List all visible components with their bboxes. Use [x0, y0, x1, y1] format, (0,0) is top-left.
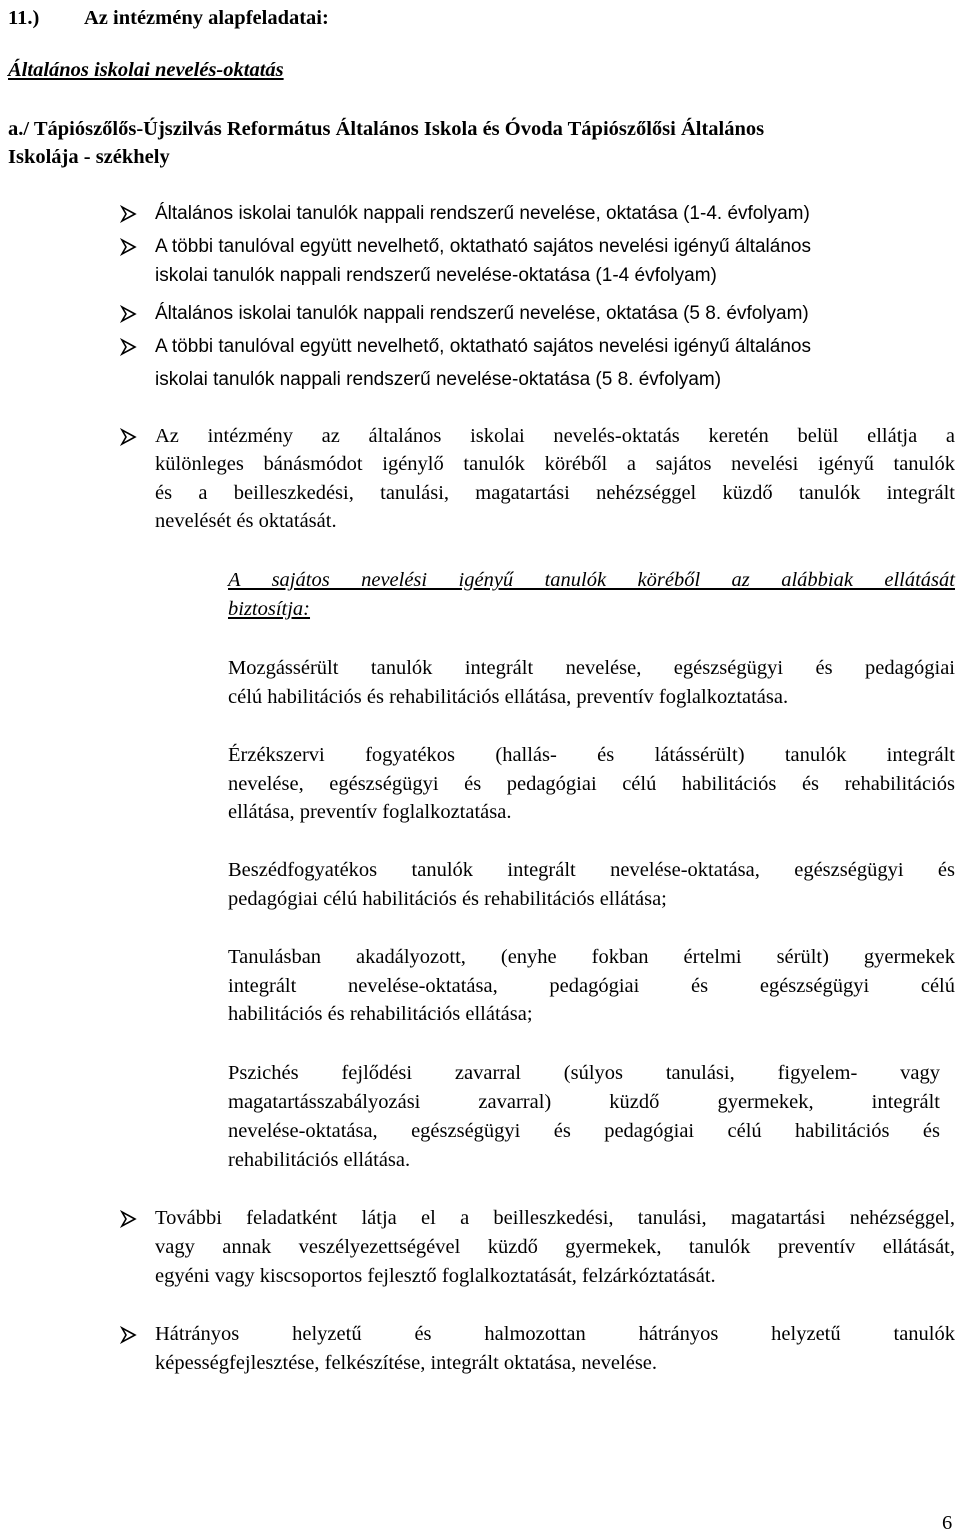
arrowhead-bullet-icon: [120, 1326, 138, 1344]
sni-p1-line-2: célú habilitációs és rehabilitációs ellátása, preventív foglalkoztatása.: [228, 686, 789, 708]
bullet-a2-line-2: iskolai tanulók nappali rendszerű nevelése-oktatása (1-4 évfolyam): [155, 265, 717, 286]
arrowhead-bullet-icon: [120, 1210, 138, 1228]
integral-line-3: és a beilleszkedési, tanulási, magatartási nehézséggel küzdő tanulók integrált: [155, 482, 955, 504]
bullet-a3-line-1: Általános iskolai tanulók nappali rendszerű nevelése, oktatása (5 8. évfolyam): [155, 303, 809, 324]
sni-p2-line-3: ellátása, preventív foglalkoztatása.: [228, 801, 512, 823]
sni-heading-line-1: A sajátos nevelési igényű tanulók köréből az alábbiak ellátását: [228, 569, 955, 591]
subheading: Általános iskolai nevelés-oktatás: [8, 59, 284, 81]
sni-p4-line-2: integrált nevelése-oktatása, pedagógiai és egészségügyi célú: [228, 975, 955, 997]
sni-p4-line-1: Tanulásban akadályozott, (enyhe fokban értelmi sérült) gyermekek: [228, 946, 955, 968]
sni-p2-line-2: nevelése, egészségügyi és pedagógiai célú habilitációs és rehabilitációs: [228, 773, 955, 795]
bullet-a4-line-1: A többi tanulóval együtt nevelhető, oktatható sajátos nevelési igényű általános: [155, 336, 811, 357]
sni-p1-line-1: Mozgássérült tanulók integrált nevelése, egészségügyi és pedagógiai: [228, 657, 955, 679]
bullet-a4-line-2: iskolai tanulók nappali rendszerű nevelése-oktatása (5 8. évfolyam): [155, 369, 722, 390]
sni-p5-line-2: magatartásszabályozási zavarral) küzdő gyermekek, integrált: [228, 1091, 940, 1113]
section-number: 11.): [8, 7, 40, 29]
sni-p2-line-1: Érzékszervi fogyatékos (hallás- és látássérült) tanulók integrált: [228, 744, 955, 766]
bullet-a1-line-1: Általános iskolai tanulók nappali rendszerű nevelése, oktatása (1-4. évfolyam): [155, 203, 810, 224]
arrowhead-bullet-icon: [120, 238, 138, 256]
integral-line-1: Az intézmény az általános iskolai nevelés-oktatás keretén belül ellátja a: [155, 425, 955, 447]
arrowhead-bullet-icon: [120, 305, 138, 323]
bullet-b2-line-2: képességfejlesztése, felkészítése, integrált oktatása, nevelése.: [155, 1352, 658, 1374]
sni-heading-line-2: biztosítja:: [228, 598, 311, 620]
integral-line-2: különleges bánásmódot igénylő tanulók köréből a sajátos nevelési igényű tanulók: [155, 453, 955, 475]
sni-p5-line-3: nevelése-oktatása, egészségügyi és pedagógiai célú habilitációs és: [228, 1120, 940, 1142]
arrowhead-bullet-icon: [120, 428, 138, 446]
section-title: Az intézmény alapfeladatai:: [84, 7, 329, 29]
sni-p4-line-3: habilitációs és rehabilitációs ellátása;: [228, 1003, 533, 1025]
bullet-b2-line-1: Hátrányos helyzetű és halmozottan hátrányos helyzetű tanulók: [155, 1323, 955, 1345]
arrowhead-bullet-icon: [120, 205, 138, 223]
sni-p3-line-2: pedagógiai célú habilitációs és rehabilitációs ellátása;: [228, 888, 667, 910]
sni-p5-line-4: rehabilitációs ellátása.: [228, 1149, 411, 1171]
bullet-b1-line-2: vagy annak veszélyezettségével küzdő gyermekek, tanulók preventív ellátását,: [155, 1236, 955, 1258]
bullet-b1-line-1: További feladatként látja el a beilleszkedési, tanulási, magatartási nehézséggel,: [155, 1207, 955, 1229]
bullet-b1-line-3: egyéni vagy kiscsoportos fejlesztő foglalkoztatását, felzárkóztatását.: [155, 1265, 716, 1287]
integral-line-4: nevelését és oktatását.: [155, 510, 337, 532]
institution-line-1: a./ Tápiószőlős-Újszilvás Református Általános Iskola és Óvoda Tápiószőlősi Általános: [8, 118, 765, 140]
arrowhead-bullet-icon: [120, 338, 138, 356]
institution-line-2: Iskolája - székhely: [8, 146, 170, 168]
sni-p3-line-1: Beszédfogyatékos tanulók integrált nevelése-oktatása, egészségügyi és: [228, 859, 955, 881]
sni-p5-line-1: Pszichés fejlődési zavarral (súlyos tanulási, figyelem- vagy: [228, 1062, 940, 1084]
bullet-a2-line-1: A többi tanulóval együtt nevelhető, oktatható sajátos nevelési igényű általános: [155, 236, 811, 257]
page-number: 6: [942, 1512, 953, 1534]
